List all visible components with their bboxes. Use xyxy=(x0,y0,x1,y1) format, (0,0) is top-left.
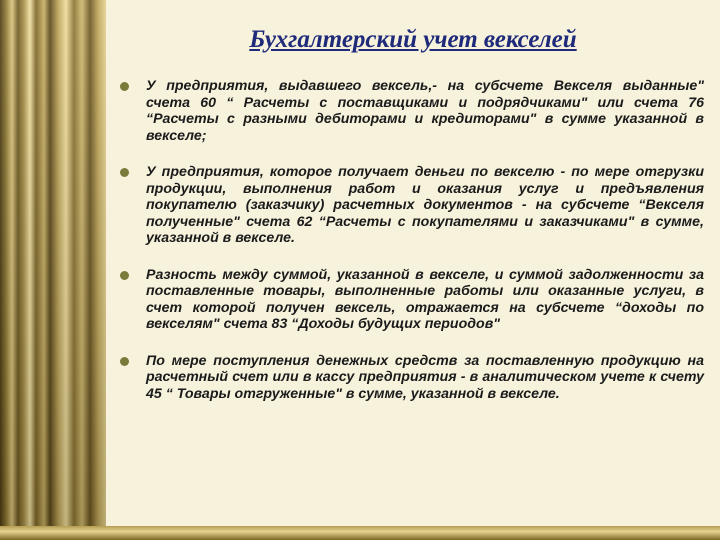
decorative-gold-border xyxy=(0,526,720,540)
list-item xyxy=(114,78,704,144)
bullet-icon xyxy=(120,357,129,366)
bullet-text: Разность между суммой, указанной в векселе, и суммой задолженности за поставленные товары, выполненные работы или оказанные услуги, в счет которой получен вексель, отражается на субсчете “доходы по векселям" счета 83 “Доходы будущих периодов" xyxy=(146,266,704,332)
bullet-icon xyxy=(120,168,129,177)
bullet-text: По мере поступления денежных средств за поставленную продукцию на расчетный счет или в кассу предприятия - в аналитическом учете к счету 45 “ Товары отгруженные" в сумме, указанной в векселе. xyxy=(146,352,704,402)
list-item xyxy=(114,267,704,333)
bullet-list xyxy=(114,78,704,422)
slide-content xyxy=(106,0,720,526)
list-item xyxy=(114,164,704,247)
bullet-text: У предприятия, выдавшего вексель,- на субсчете Векселя выданные" счета 60 “ Расчеты с поставщиками и подрядчиками" или счета 76 “Расчеты с разными дебиторами и кредиторами" в сумме указанной в векселе; xyxy=(146,78,704,144)
slide-title: Бухгалтерский учет векселей xyxy=(249,26,577,53)
bullet-icon xyxy=(120,82,129,91)
bullet-text: У предприятия, которое получает деньги по векселю - по мере отгрузки продукции, выполнения работ и оказания услуг и предъявления покупателю (заказчику) расчетных документов - на субсчете “Векселя полученные" счета 62 “Расчеты с покупателями и заказчиками" в сумме, указанной в векселе. xyxy=(146,164,704,246)
bullet-icon xyxy=(120,271,129,280)
decorative-gold-panel xyxy=(0,0,106,540)
list-item xyxy=(114,353,704,403)
